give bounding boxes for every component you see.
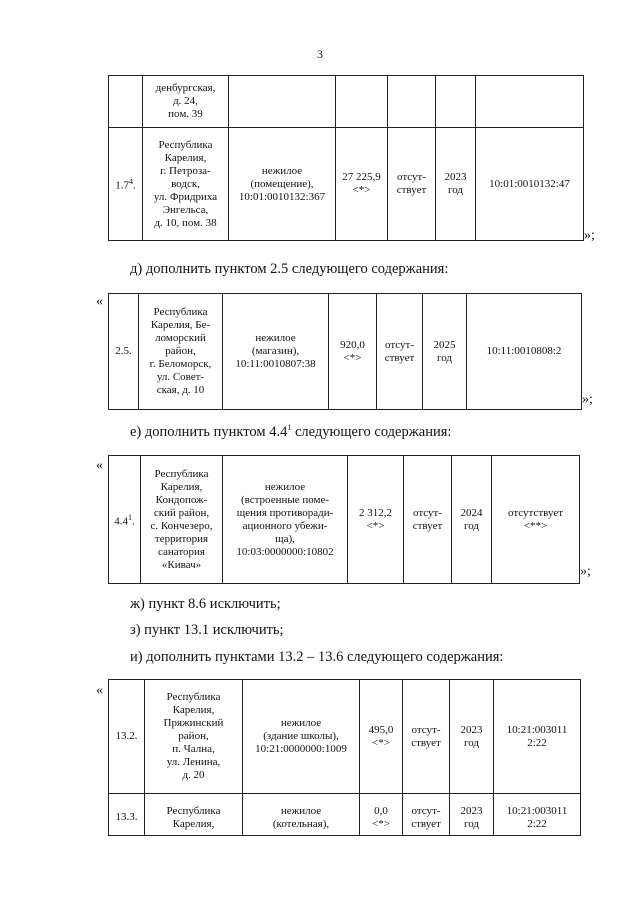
cell-object <box>229 76 336 128</box>
cell-area: 0,0 <*> <box>360 794 403 836</box>
cell-year <box>436 76 476 128</box>
cell-address: Республика Карелия, Кондопож- ский район, с. Кончезеро, территория санатория «Кивач» <box>141 456 223 584</box>
cell-object: нежилое (котельная), <box>243 794 360 836</box>
table-row <box>109 294 582 410</box>
table-row <box>109 456 580 584</box>
table-2 <box>108 293 582 410</box>
cell-year: 2024 год <box>452 456 492 584</box>
table-row <box>109 680 581 794</box>
table-row <box>109 794 581 836</box>
cell-area: 27 225,9 <*> <box>336 128 388 241</box>
cell-address: Республика Карелия, г. Петроза- водск, ул. Фридриха Энгельса, д. 10, пом. 38 <box>143 128 229 241</box>
opening-quote-2: « <box>96 294 103 309</box>
cell-address: Республика Карелия, <box>145 794 243 836</box>
paragraph-z: з) пункт 13.1 исключить; <box>130 622 284 638</box>
cell-address: денбургская, д. 24, пом. 39 <box>143 76 229 128</box>
cell-cadastral: 10:11:0010808:2 <box>467 294 582 410</box>
paragraph-e: е) дополнить пунктом $4.4^1$ следующего содержания: <box>130 423 452 440</box>
cell-area: 495,0 <*> <box>360 680 403 794</box>
table-1 <box>108 75 584 241</box>
cell-encumbrance: отсут- ствует <box>388 128 436 241</box>
cell-encumbrance: отсут- ствует <box>377 294 423 410</box>
cell-address: Республика Карелия, Бе- ломорский район, г. Беломорск, ул. Совет- ская, д. 10 <box>139 294 223 410</box>
cell-num: 13.2. <box>109 680 145 794</box>
closing-quote-1: »; <box>584 228 595 243</box>
cell-cadastral <box>476 76 584 128</box>
cell-year: 2023 год <box>436 128 476 241</box>
closing-quote-3: »; <box>580 564 591 579</box>
page-number: 3 <box>317 47 323 61</box>
cell-year: 2023 год <box>450 794 494 836</box>
cell-cadastral: 10:21:003011 2:22 <box>494 794 581 836</box>
cell-year: 2025 год <box>423 294 467 410</box>
opening-quote-3: « <box>96 458 103 473</box>
cell-num <box>109 76 143 128</box>
cell-encumbrance: отсут- ствует <box>403 794 450 836</box>
cell-area: 920,0 <*> <box>329 294 377 410</box>
cell-num: 13.3. <box>109 794 145 836</box>
cell-encumbrance: отсут- ствует <box>404 456 452 584</box>
cell-object: нежилое (встроенные поме- щения противоради- ационного убежи- ща), 10:03:0000000:10802 <box>223 456 348 584</box>
cell-area <box>336 76 388 128</box>
table-row <box>109 128 584 241</box>
table-3 <box>108 455 580 584</box>
cell-num: 2.5. <box>109 294 139 410</box>
paragraph-d: д) дополнить пунктом 2.5 следующего содержания: <box>130 261 449 277</box>
cell-year: 2023 год <box>450 680 494 794</box>
cell-cadastral: отсутствует <**> <box>492 456 580 584</box>
paragraph-zh: ж) пункт 8.6 исключить; <box>130 596 281 612</box>
cell-object: нежилое (помещение), 10:01:0010132:367 <box>229 128 336 241</box>
cell-address: Республика Карелия, Пряжинский район, п. Чална, ул. Ленина, д. 20 <box>145 680 243 794</box>
cell-area: 2 312,2 <*> <box>348 456 404 584</box>
cell-num: $4.4^1$. <box>109 456 141 584</box>
cell-cadastral: 10:21:003011 2:22 <box>494 680 581 794</box>
cell-object: нежилое (магазин), 10:11:0010807:38 <box>223 294 329 410</box>
cell-cadastral: 10:01:0010132:47 <box>476 128 584 241</box>
cell-num: $1.7^4$. <box>109 128 143 241</box>
closing-quote-2: »; <box>582 392 593 407</box>
opening-quote-4: « <box>96 683 103 698</box>
table-4 <box>108 679 581 836</box>
cell-object: нежилое (здание школы), 10:21:0000000:1009 <box>243 680 360 794</box>
cell-encumbrance <box>388 76 436 128</box>
table-row <box>109 76 584 128</box>
cell-encumbrance: отсут- ствует <box>403 680 450 794</box>
paragraph-i: и) дополнить пунктами 13.2 – 13.6 следующего содержания: <box>130 649 504 665</box>
